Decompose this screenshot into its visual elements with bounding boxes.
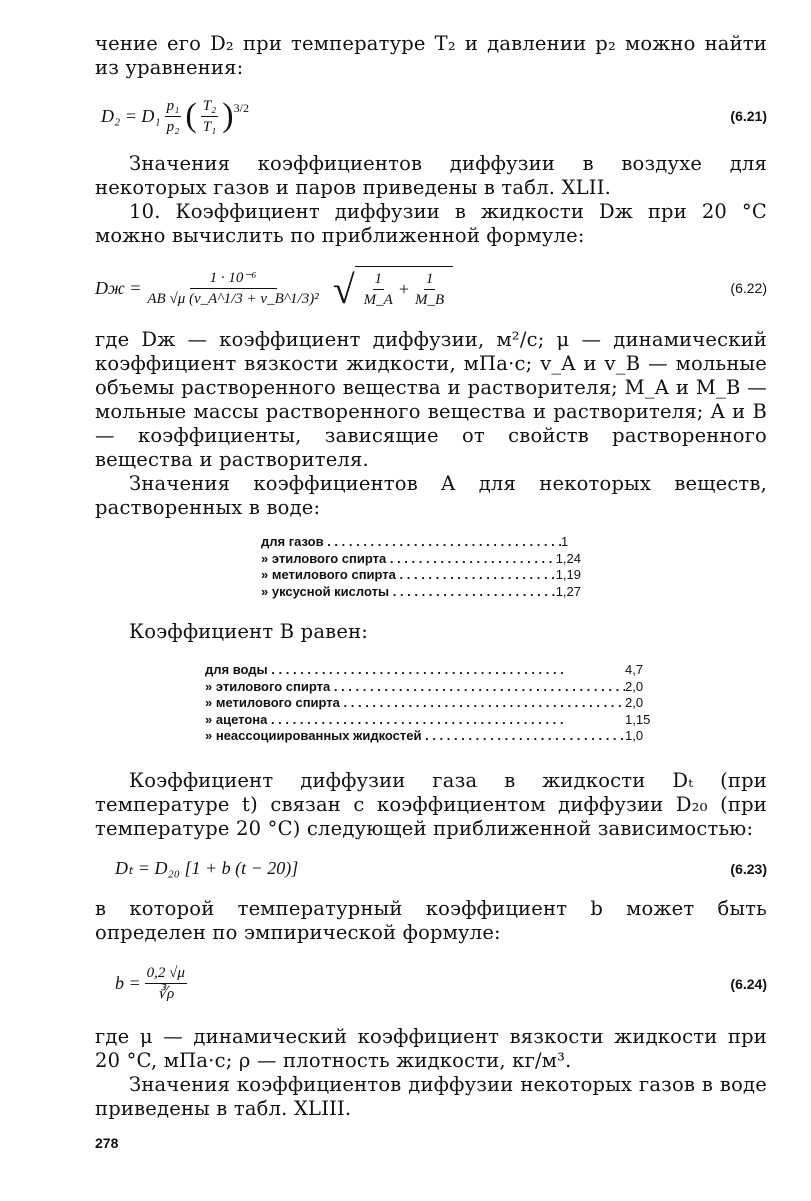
- denominator: p₂: [166, 118, 180, 135]
- list-item: для воды . . . 4,7: [205, 662, 665, 679]
- formula: [95, 266, 453, 310]
- equation-6-24: [95, 953, 767, 1015]
- numerator: 1: [373, 269, 385, 290]
- numerator: T₂: [201, 96, 219, 117]
- paragraph: где μ — динамический коэффициент вязкости жидкости при 20 °C, мПа·с; ρ — плотность жидкости, кг/м³.: [95, 1024, 767, 1072]
- coefficient-a-list: [261, 534, 581, 600]
- list-item: » этилового спирта . . . 2,0: [205, 679, 665, 696]
- list-item: » этилового спирта . . . 1,24: [261, 551, 581, 568]
- formula-lhs: D₂ = D₁: [101, 105, 161, 126]
- fraction: [145, 268, 320, 309]
- equation-6-22: [95, 256, 767, 320]
- paragraph: 10. Коэффициент диффузии в жидкости Dж при 20 °C можно вычислить по приближенной формуле:: [95, 200, 767, 247]
- fraction: [362, 269, 395, 310]
- list-item: для газов . . . 1: [261, 534, 581, 551]
- paragraph: Значения коэффициентов A для некоторых веществ, растворенных в воде:: [95, 472, 767, 519]
- numerator: p₁: [165, 96, 182, 117]
- paragraph: Коэффициент B равен:: [129, 620, 369, 643]
- page-number: 278: [95, 1134, 119, 1151]
- plus-sign: +: [398, 279, 409, 299]
- equation-number: (6.22): [730, 280, 767, 296]
- fraction: [165, 96, 182, 137]
- formula: D₂ = D₁ $\frac{\text{p₁}}{\text{p₂}}$ ( $\frac{\text{T₂}}{\text{T₁}}$ ) 3/2: [101, 97, 249, 135]
- fraction: [413, 269, 446, 310]
- paragraph: где Dж — коэффициент диффузии, м²/с; μ — динамический коэффициент вязкости жидкости, мПа·с; v_A и v_B — мольные объемы растворенного вещества и растворителя; M_A и M_B — мольные массы растворенного вещества и растворителя; A и B — коэффициенты, зависящие от свойств растворенного вещества и растворителя.: [95, 328, 767, 471]
- formula: Dₜ = D₂₀ [1 + b (t − 20)]: [115, 858, 299, 878]
- equation-6-21: [95, 88, 767, 144]
- denominator: M_A: [363, 292, 393, 308]
- list-item: » метилового спирта . . . 1,19: [261, 567, 581, 584]
- exponent: 3/2: [233, 100, 249, 115]
- formula-lhs: b =: [115, 973, 141, 993]
- numerator: 1 · 10⁻⁶: [190, 268, 277, 289]
- coefficient-b-list: [205, 662, 665, 745]
- numerator: 1: [424, 269, 436, 290]
- paragraph: Значения коэффициентов диффузии некоторых газов в воде приведены в табл. XLIII.: [95, 1072, 767, 1120]
- paragraph: Значения коэффициентов диффузии в воздухе для некоторых газов и паров приведены в табл. XLII.: [95, 152, 767, 199]
- list-item: » ацетона . . . 1,15: [205, 712, 665, 729]
- equation-number: (6.21): [730, 108, 767, 124]
- square-root: √ $\frac{1}{M\_A}$ + $\frac{1}{M\_B}$: [333, 266, 453, 310]
- paragraph: в которой температурный коэффициент b может быть определен по эмпирической формуле:: [95, 896, 767, 944]
- equation-number: (6.24): [730, 975, 767, 992]
- formula: [115, 963, 191, 1004]
- denominator: ∛ρ: [157, 986, 175, 1002]
- denominator: AB √μ (v_A^1/3 + v_B^1/3)²: [147, 290, 319, 307]
- denominator: M_B: [415, 292, 445, 308]
- denominator: T₁: [202, 118, 217, 135]
- paragraph: Коэффициент диффузии газа в жидкости Dₜ (при температуре t) связан с коэффициентом диффузии D₂₀ (при температуре 20 °C) следующей приближенной зависимостью:: [95, 768, 767, 840]
- list-item: » метилового спирта . . . 2,0: [205, 695, 665, 712]
- equation-6-23: [95, 849, 767, 889]
- numerator: 0,2 √μ: [145, 963, 187, 984]
- list-item: » уксусной кислоты . . . 1,27: [261, 584, 581, 601]
- list-item: » неассоциированных жидкостей . . . 1,0: [205, 728, 665, 745]
- page-body: [95, 32, 767, 1151]
- equation-number: (6.23): [730, 860, 767, 877]
- paragraph: чение его D₂ при температуре T₂ и давлении p₂ можно найти из уравнения:: [95, 32, 767, 79]
- fraction: [201, 96, 219, 137]
- fraction: [145, 963, 187, 1004]
- formula-lhs: Dж =: [95, 277, 142, 298]
